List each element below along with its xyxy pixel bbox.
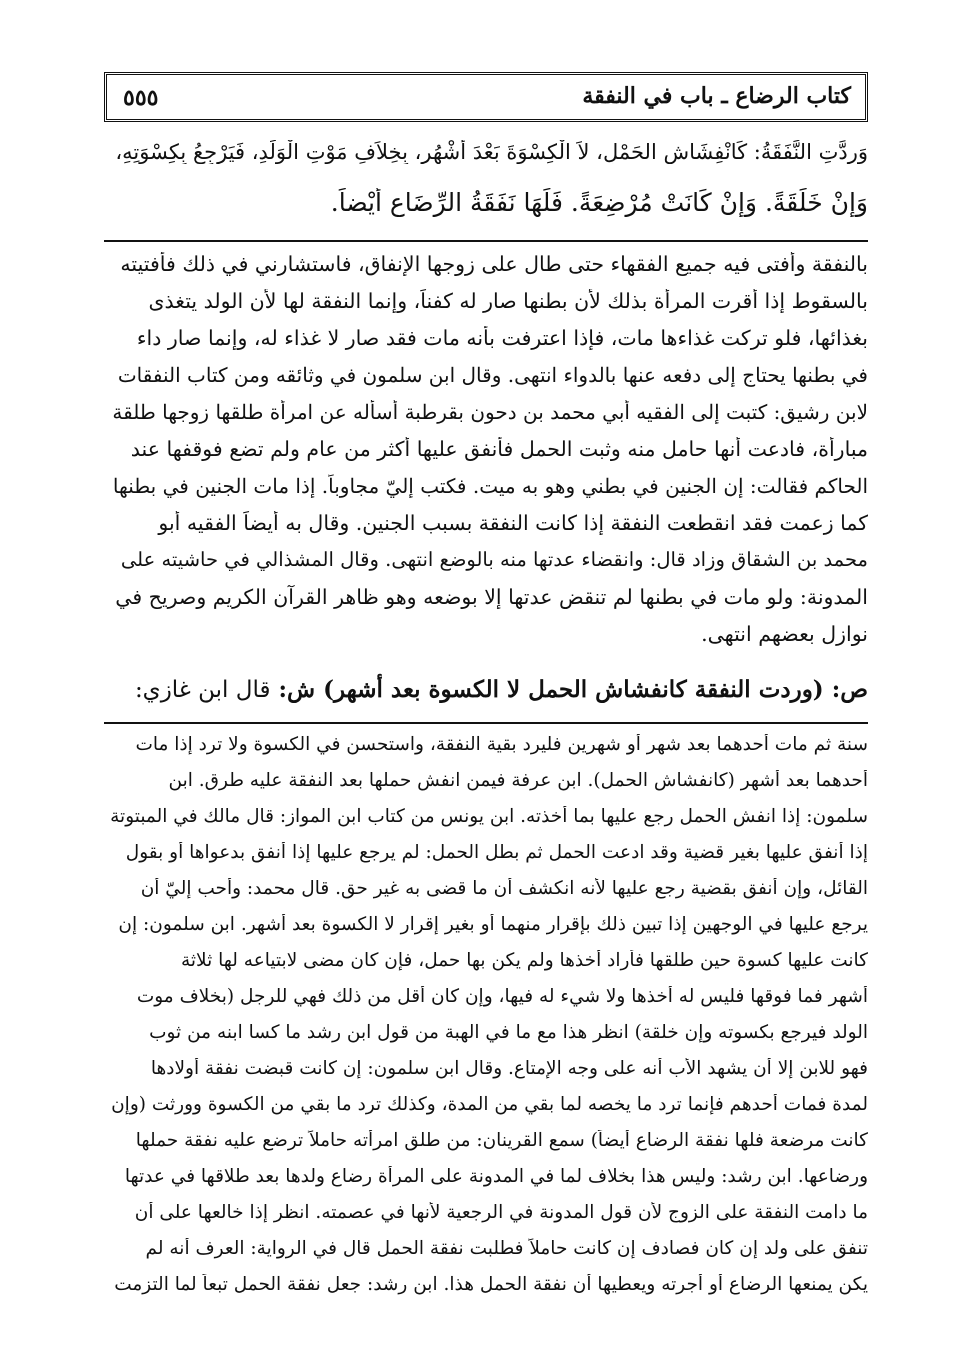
- matn-line: وَرِدَّتِ النَّفَقَةُ: كَانْفِشَاشِ الحَمْلِ، لاَ الْكِسْوَةَ بَعْدَ أَشْهُرٍ، بِخِلاَفِ مَوْتِ الْوَلَدِ، فَيَرْجِعُ بِكِسْوَتِهِ،: [115, 140, 868, 164]
- commentary-line: تنفق على ولد إن كان فصادف إن كانت حاملاً فطلبت نفقة الحمل قال في الرواية: العرف أنه لم: [145, 1238, 868, 1259]
- commentary-line: بغذائها، فلو تركت غذاءها مات، فإذا اعترفت بأنه مات فقد صار لا غذاء له، وإنما صار داء: [136, 326, 868, 350]
- heading-sad: ص:: [831, 676, 868, 703]
- section-heading: [104, 676, 868, 703]
- separator-rule: [104, 240, 868, 242]
- commentary-line: كانت مرضعة فلها نفقة الرضاع أيضاً) سمع القرينان: من طلق امرأته حاملاً ترضع عليه نفقة حملها: [135, 1130, 868, 1151]
- separator-rule: [104, 722, 868, 724]
- commentary-line: في بطنها يحتاج إلى دفعه عنها بالدواء انتهى. وقال ابن سلمون في وثائقه ومن كتاب النفقات: [117, 363, 868, 387]
- commentary-line: كما زعمت فقد انقطعت النفقة إذا كانت النفقة بسبب الجنين. وقال به أيضاً الفقيه أبو: [158, 511, 868, 535]
- commentary-line: لابن رشيق: كتبت إلى الفقيه أبي محمد بن دحون بقرطبة أسأله عن امرأة طلقها زوجها طلقة: [112, 400, 868, 424]
- heading-shin: ش:: [278, 676, 316, 703]
- heading-quote: (وردت النفقة كانفشاش الحمل لا الكسوة بعد أشهر): [323, 676, 824, 703]
- commentary-line: المدونة: ولو مات في بطنها لم تنقض عدتها إلا بوضعه وهو ظاهر القرآن الكريم وصريح في: [115, 585, 868, 609]
- matn-line: وَإِنْ خَلَقَةً. وَإِنْ كَانَتْ مُرْضِعَةً. فَلَهَا نَفَقَةُ الرِّضَاعِ أَيْضاً.: [330, 188, 868, 217]
- commentary-line: ورضاعها. ابن رشد: وليس هذا بخلاف لما في المدونة على المرأة رضاع ولدها بعد طلاقها في عدتها: [124, 1166, 868, 1187]
- commentary-line: إذا أنفق عليها بغير قضية وقد ادعت الحمل ثم بطل الحمل: لم يرجع عليها إذا أنفق بدعواها أو بقول: [125, 842, 868, 863]
- commentary-line: بالنفقة وأفتى فيه جميع الفقهاء حتى طال على زوجها الإنفاق، فاستشارني في ذلك فأفتيته: [120, 252, 868, 276]
- commentary-line: أشهر فما فوقها فليس له أخذها ولا شيء له فيها، وإن كان أقل من ذلك فهي للرجل (بخلاف موت: [136, 986, 868, 1007]
- commentary-block-2: [104, 734, 868, 1324]
- commentary-line: الولد فيرجع بكسوته وإن خلقة) انظر هذا مع ما في الهبة من قول ابن رشد ما كسا ابنه من ثوب: [149, 1022, 868, 1043]
- commentary-line: محمد بن الشقاق وزاد قال: وانقضاء عدتها منه بالوضع انتهى. وقال المشذالي في حاشيته على: [120, 548, 868, 571]
- commentary-line: القائل، وإن أنفق بقضية رجع عليها لأنه انكشف أن ما قضى به غير حق. قال محمد: وأحب إليّ أن: [140, 878, 868, 899]
- commentary-line: مبارأة، فادعت أنها حامل منه وثبت الحمل فأنفق عليها أكثر من عام ولم تضع فوقفها عند: [130, 437, 868, 461]
- commentary-line: سنة ثم مات أحدهما بعد شهر أو شهرين فليرد بقية النفقة، واستحسن في الكسوة ولا ترد إذا مات: [135, 734, 868, 755]
- running-header: [104, 72, 868, 122]
- commentary-line: الحاكم فقالت: إن الجنين في بطني وهو به ميت. فكتب إليّ مجاوباً. إذا مات الجنين في بطنها: [112, 474, 868, 498]
- heading-rest: قال ابن غازي:: [134, 677, 271, 703]
- page-number: ٥٥٥: [123, 85, 159, 111]
- commentary-line: بالسقوط إذا أقرت المرأة بذلك لأن بطنها صار له كفناً، وإنما النفقة لها لأن الولد يتغذى: [148, 289, 868, 313]
- commentary-line: يرجع عليها في الوجهين إذا تبين ذلك بإقرار منهما أو بغير إقرار لا الكسوة بعد أشهر. ابن سلمون: إن: [118, 914, 868, 935]
- commentary-line: فهو للابن إلا أن يشهد الأب أنه على وجه الإمتاع. وقال ابن سلمون: إن كانت قبضت نفقة أولادها: [150, 1058, 868, 1079]
- commentary-line: كانت عليها كسوة حين طلقها فأراد أخذها ولم يكن بها حمل، فإن كان مضى لابتياعه لها ثلاثة: [180, 950, 868, 971]
- matn-text: [104, 140, 868, 235]
- commentary-line: يكن يمنعها الرضاع أو أجرته ويعطيها أن نفقة الحمل هذا. ابن رشد: جعل نفقة الحمل تبعاً لما التزمت: [114, 1274, 868, 1295]
- commentary-line: سلمون: إذا انفش الحمل رجع عليها بما أخذته. ابن يونس من كتاب ابن المواز: قال مالك في المبتوتة: [110, 806, 868, 827]
- commentary-block-1: [104, 252, 868, 667]
- commentary-line: لمدة فمات أحدهم فإنما ترد ما يخصه لما بقي من المدة، وكذلك ترد ما بقي من الكسوة وورثت (وإن: [111, 1094, 868, 1115]
- chapter-title: كتاب الرضاع ـ باب في النفقة: [582, 83, 851, 109]
- commentary-line: ما دامت النفقة على الزوج لأن قول المدونة في الرجعية لأنها في عصمته. انظر إذا خالعها على أن: [134, 1202, 868, 1223]
- commentary-line: أحدهما بعد أشهر (كانفشاش الحمل). ابن عرفة فيمن انفش حملها بعد النفقة عليه طرق. ابن: [168, 770, 868, 791]
- commentary-line: نوازل بعضهم انتهى.: [701, 622, 868, 646]
